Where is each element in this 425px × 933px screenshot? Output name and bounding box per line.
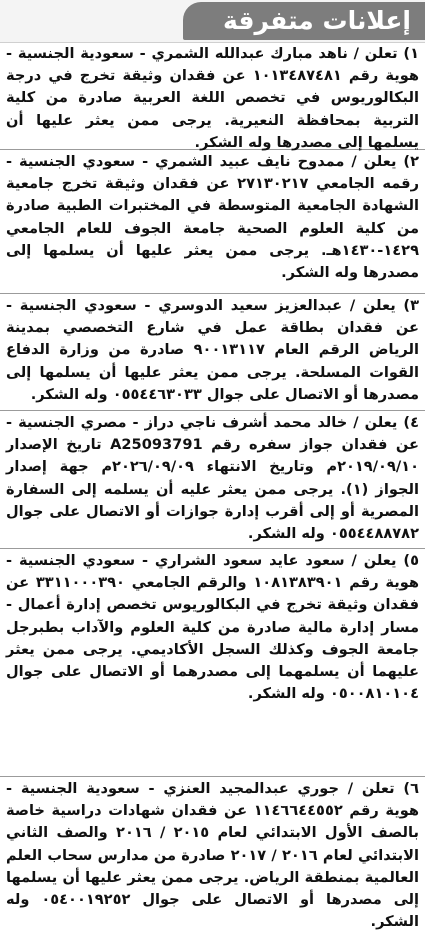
section-title: إعلانات متفرقة	[183, 2, 425, 40]
announcement-text: ٦) تعلن / جوري عبدالمجيد العنزي - سعودية الجنسية - هوية رقم ١١٤٦٦٤٤٥٥٢ عن فقدان شهادات دراسية خاصة بالصف الأول الابتدائي لعام ٢٠١٥ / ٢٠١٦ والصف الثاني الابتدائي لعام ٢٠١٦ / ٢٠١٧ صادرة من مدارس سحاب العلم العالمية بمنطقة الرياض. يرجى ممن يعثر عليها أن يسلمها إلى مصدرها أو الاتصال على جوال ٠٥٤٠٠١٩٢٥٢ وله الشكر.	[6, 780, 420, 931]
announcement-item	[0, 411, 425, 549]
section-header	[0, 0, 425, 43]
announcement-text: ٤) يعلن / خالد محمد أشرف ناجي دراز - مصري الجنسية - عن فقدان جواز سفره رقم A25093791 تاريخ الإصدار ٢٠١٩/٠٩/١٠م وتاريخ الانتهاء ٢٠٢٦/٠٩/٠٩م جهة إصدار الجواز (١). يرجى ممن يعثر عليه أن يسلمه إلى السفارة المصرية أو إلى أقرب إدارة جوازات أو الاتصال على جوال ٠٥٥٤٤٨٨٧٨٢ وله الشكر.	[6, 414, 419, 543]
announcement-list	[0, 42, 425, 931]
announcement-text: ٣) يعلن / عبدالعزيز سعيد الدوسري - سعودي الجنسية - عن فقدان بطاقة عمل في شارع التخصصي بمدينة الرياض الرقم العام ٩٠٠١٣١١٧ صادرة من وزارة الدفاع القوات المسلحة. يرجى ممن يعثر عليها أن يسلمها إلى مصدرها أو الاتصال على جوال ٠٥٥٤٤٦٣٠٣٣ وله الشكر.	[6, 297, 419, 403]
announcement-text: ٥) يعلن / سعود عايد سعود الشراري - سعودي الجنسية - هوية رقم ١٠٨١٣٨٣٩٠١ والرقم الجامعي ٣٣١١٠٠٠٣٩٠ عن فقدان وثيقة تخرج في البكالوريوس تخصص إدارة أعمال - مسار إدارة مالية صادرة من كلية العلوم والآداب بطبرجل جامعة الجوف وكذلك السجل الأكاديمي. يرجى ممن يعثر عليهما أن يسلمهما إلى مصدرهما أو الاتصال على جوال ٠٥٠٠٨١٠١٠٤ وله الشكر.	[6, 552, 419, 703]
announcement-item	[0, 150, 425, 294]
announcement-item	[0, 549, 425, 777]
announcement-item	[0, 777, 425, 931]
announcement-item	[0, 294, 425, 411]
announcement-item	[0, 42, 425, 150]
announcement-text: ١) تعلن / ناهد مبارك عبدالله الشمري - سعودية الجنسية - هوية رقم ١٠١٣٤٨٧٤٨١ عن فقدان وثيقة تخرج في درجة البكالوريوس في تخصص اللغة العربية صادرة من كلية التربية بمحافظة النعيرية. يرجى ممن يعثر عليها أن يسلمها إلى مصدرها وله الشكر.	[6, 45, 419, 151]
announcement-text: ٢) يعلن / ممدوح نايف عبيد الشمري - سعودي الجنسية - رقمه الجامعي ٢٧١٣٠٢١٧ عن فقدان وثيقة تخرج جامعية الشهادة الجامعية المتوسطة في المختبرات الطبية صادرة من كلية العلوم الصحية جامعة الجوف للعام الجامعي ١٤٢٩-١٤٣٠هـ. يرجى ممن يعثر عليها أن يسلمها إلى مصدرها وله الشكر.	[6, 153, 419, 282]
